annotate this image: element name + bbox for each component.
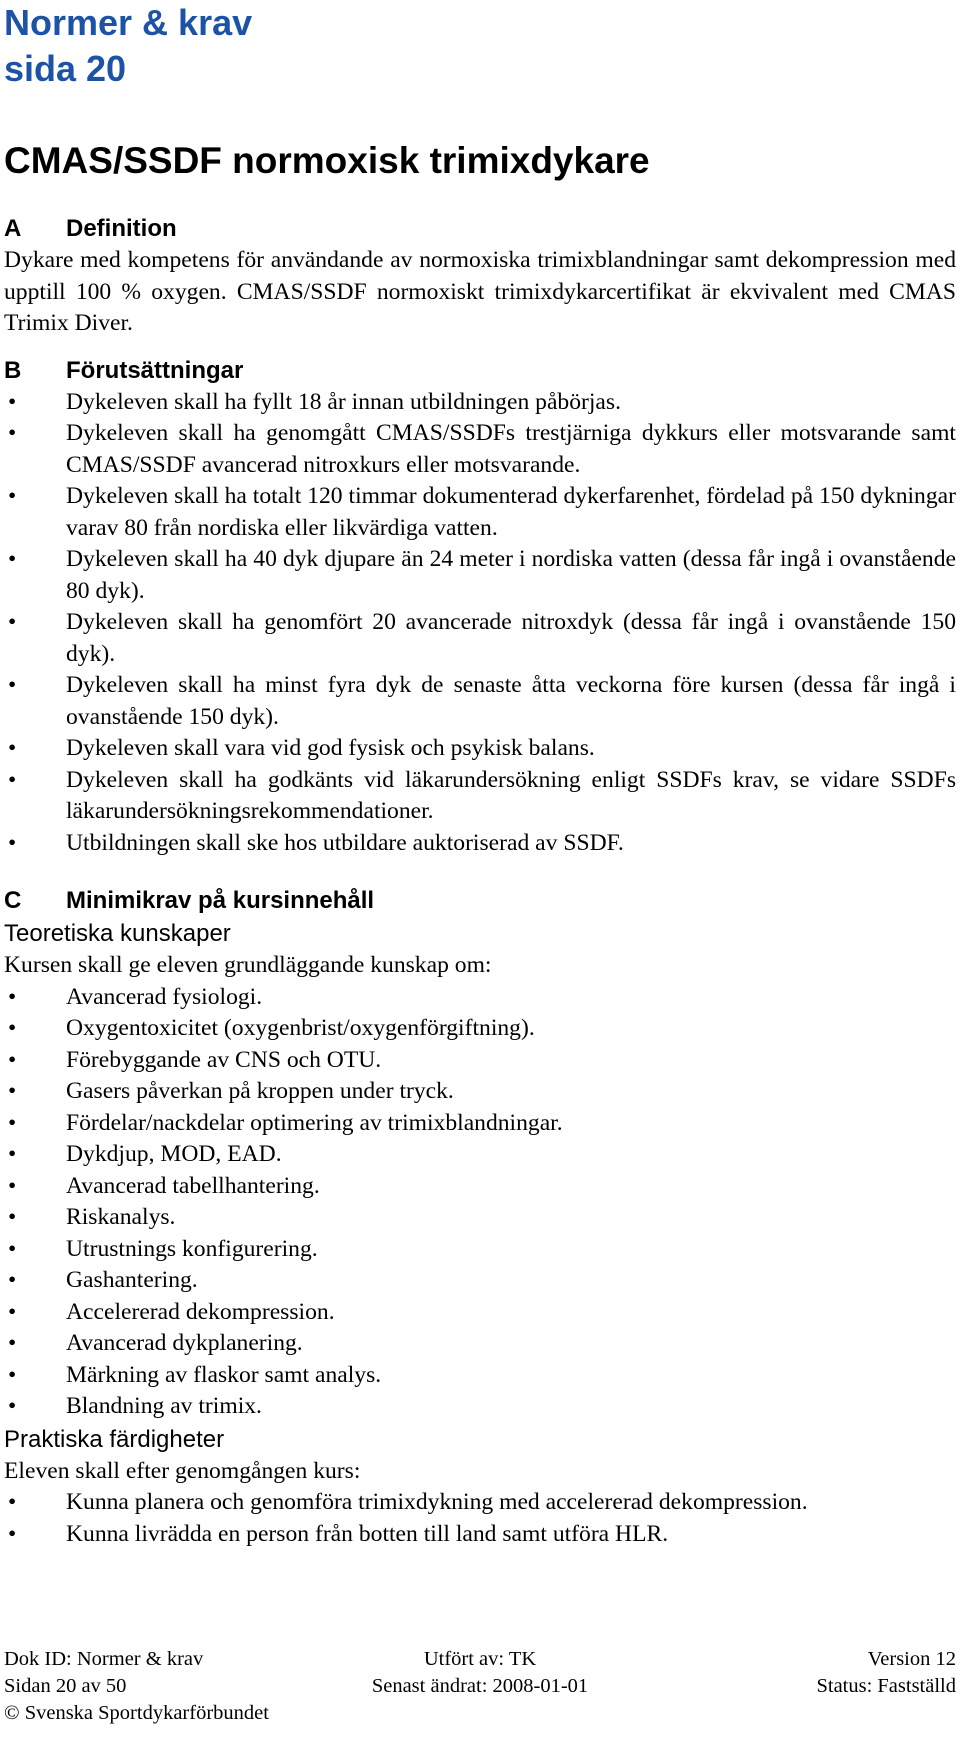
practice-list — [4, 1487, 956, 1550]
footer-page-number: Sidan 20 av 50 — [4, 1675, 127, 1697]
list-item: • Dykeleven skall ha genomgått CMAS/SSDFs trestjärniga dykkurs eller motsvarande samt CMAS/SSDF avancerad nitroxkurs eller motsvarande. — [8, 420, 956, 478]
list-item: • Dykdjup, MOD, EAD. — [4, 1139, 956, 1171]
section-letter: B — [4, 356, 22, 384]
list-item: • Gasers påverkan på kroppen under tryck. — [4, 1076, 956, 1108]
bullet-icon: • — [8, 1109, 17, 1136]
bullet-icon: • — [8, 609, 17, 635]
practice-heading: Praktiska färdigheter — [4, 1425, 225, 1453]
list-item: • Avancerad tabellhantering. — [4, 1171, 956, 1203]
practice-intro: Eleven skall efter genomgången kurs: — [4, 1457, 361, 1484]
list-item: • Kunna livrädda en person från botten till land samt utföra HLR. — [4, 1519, 956, 1551]
footer-last-changed: Senast ändrat: 2008-01-01 — [371, 1675, 589, 1697]
document-body — [4, 212, 956, 1550]
list-item: • Dykeleven skall vara vid god fysisk och psykisk balans. — [4, 733, 956, 765]
footer-status: Status: Fastställd — [816, 1675, 956, 1697]
list-item: • Accelererad dekompression. — [4, 1297, 956, 1329]
bullet-icon: • — [8, 546, 17, 572]
section-c-heading — [4, 884, 956, 917]
definition-text: Dykare med kompetens för användande av normoxiska trimixblandningar samt dekompression med upptill 100 % oxygen. CMAS/SSDF normoxiskt trimixdykarcertifikat är ekvivalent med CMAS Trimix Diver. — [4, 247, 956, 336]
list-item: • Gashantering. — [4, 1265, 956, 1297]
header-line-2: sida 20 — [4, 48, 127, 89]
section-title: Minimikrav på kursinnehåll — [66, 887, 375, 914]
header-line-1: Normer & krav — [4, 2, 253, 43]
prerequisites-list — [4, 387, 956, 860]
bullet-icon: • — [8, 672, 17, 698]
section-b-heading — [4, 354, 956, 387]
list-item: • Kunna planera och genomföra trimixdykning med accelererad dekompression. — [4, 1487, 956, 1519]
footer-copyright: © Svenska Sportdykarförbundet — [4, 1702, 269, 1724]
bullet-icon: • — [8, 735, 17, 761]
bullet-icon: • — [8, 1520, 17, 1547]
bullet-icon: • — [8, 1141, 17, 1167]
footer-performed-by: Utfört av: TK — [423, 1648, 537, 1670]
theory-heading: Teoretiska kunskaper — [4, 920, 231, 947]
bullet-icon: • — [8, 388, 17, 415]
list-item: • Dykeleven skall ha genomfört 20 avancerade nitroxdyk (dessa får ingå i ovanstående 150 dyk). — [8, 609, 956, 667]
list-item: • Dykeleven skall ha totalt 120 timmar dokumenterad dykerfarenhet, fördelad på 150 dykningar varav 80 från nordiska eller likvärdiga vatten. — [8, 483, 956, 541]
list-item: • Dykeleven skall ha fyllt 18 år innan utbildningen påbörjas. — [4, 387, 956, 419]
bullet-icon: • — [8, 1172, 17, 1199]
bullet-icon: • — [8, 1489, 17, 1515]
bullet-icon: • — [8, 983, 17, 1010]
footer-version: Version 12 — [867, 1648, 956, 1670]
bullet-icon: • — [8, 766, 17, 793]
document-title: CMAS/SSDF normoxisk trimixdykare — [4, 140, 650, 181]
bullet-icon: • — [8, 1393, 17, 1419]
bullet-icon: • — [8, 1361, 17, 1388]
bullet-icon: • — [8, 483, 17, 509]
bullet-icon: • — [8, 1046, 17, 1073]
bullet-icon: • — [8, 1015, 17, 1041]
list-item: • Blandning av trimix. — [4, 1391, 956, 1423]
list-item: • Utrustnings konfigurering. — [4, 1234, 956, 1266]
section-title: Förutsättningar — [66, 356, 244, 384]
list-item: • Dykeleven skall ha 40 dyk djupare än 24 meter i nordiska vatten (dessa får ingå i ovanstående 80 dyk). — [8, 546, 956, 604]
bullet-icon: • — [8, 1298, 17, 1325]
list-item: • Förebyggande av CNS och OTU. — [4, 1045, 956, 1077]
footer-doc-id: Dok ID: Normer & krav — [4, 1648, 204, 1670]
list-item: • Avancerad fysiologi. — [4, 982, 956, 1014]
list-item: • Oxygentoxicitet (oxygenbrist/oxygenförgiftning). — [4, 1013, 956, 1045]
section-letter: C — [4, 887, 22, 914]
page-footer — [4, 1646, 956, 1727]
bullet-icon: • — [8, 1078, 17, 1104]
list-item: • Fördelar/nackdelar optimering av trimixblandningar. — [4, 1108, 956, 1140]
list-item: • Avancerad dykplanering. — [4, 1328, 956, 1360]
bullet-icon: • — [8, 1267, 17, 1293]
list-item: • Dykeleven skall ha godkänts vid läkarundersökning enligt SSDFs krav, se vidare SSDFs läkarundersökningsrekommendationer. — [8, 766, 956, 824]
list-item: • Utbildningen skall ske hos utbildare auktoriserad av SSDF. — [4, 828, 956, 860]
bullet-icon: • — [8, 420, 17, 446]
section-a-heading — [4, 212, 956, 245]
section-letter: A — [4, 215, 22, 242]
list-item: • Dykeleven skall ha minst fyra dyk de senaste åtta veckorna före kursen (dessa får ingå i ovanstående 150 dyk). — [8, 672, 956, 730]
theory-list — [4, 982, 956, 1423]
bullet-icon: • — [8, 1330, 17, 1356]
list-item: • Märkning av flaskor samt analys. — [4, 1360, 956, 1392]
bullet-icon: • — [8, 1235, 17, 1262]
bullet-icon: • — [8, 1204, 17, 1230]
section-title: Definition — [66, 215, 177, 242]
bullet-icon: • — [8, 829, 17, 856]
page-header — [4, 0, 252, 92]
list-item: • Riskanalys. — [4, 1202, 956, 1234]
theory-intro: Kursen skall ge eleven grundläggande kunskap om: — [4, 952, 492, 978]
